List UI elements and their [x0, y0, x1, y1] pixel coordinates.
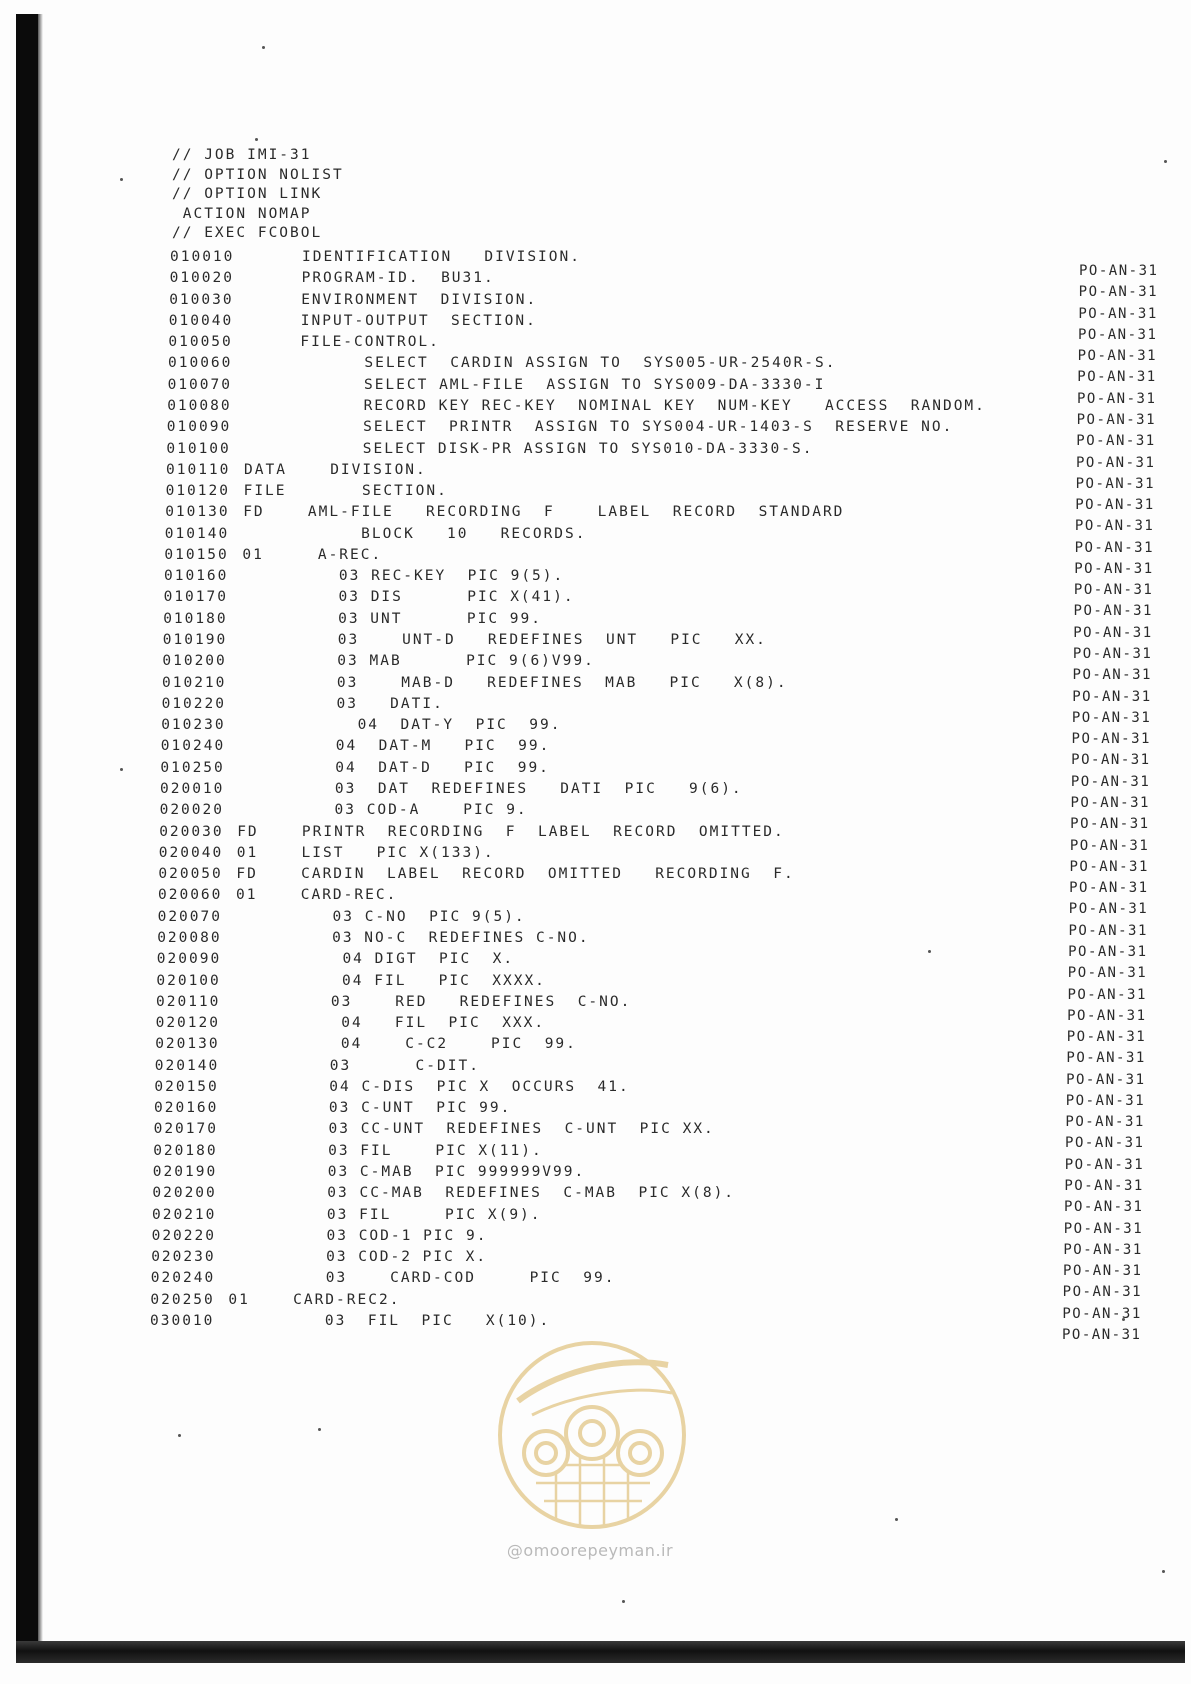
identification-tag: PO-AN-31: [1062, 1305, 1142, 1322]
statement-text: 03 DATI.: [293, 695, 444, 712]
identification-tag: PO-AN-31: [1072, 667, 1152, 684]
code-line: [169, 312, 537, 330]
area-a-label: FD: [243, 504, 265, 521]
statement-text: 03 MAB-D REDEFINES MAB PIC X(8).: [294, 674, 788, 691]
identification-tag: PO-AN-31: [1062, 1327, 1142, 1343]
statement-text: 03 COD-2 PIC X.: [283, 1249, 488, 1266]
code-line: [153, 1163, 585, 1181]
identification-tag: PO-AN-31: [1074, 518, 1155, 535]
code-line: [151, 1269, 616, 1287]
sequence-number: 010030: [169, 291, 234, 308]
sequence-number: 020020: [159, 802, 224, 819]
statement-text: A-REC.: [296, 546, 383, 563]
code-line: [159, 823, 785, 841]
sequence-number: 010060: [168, 355, 233, 372]
statement-text: PRINTR RECORDING F LABEL RECORD OMITTED.: [291, 823, 785, 840]
identification-tag: PO-AN-31: [1072, 646, 1153, 663]
identification-tag: PO-AN-31: [1067, 965, 1148, 982]
identification-tag: PO-AN-31: [1066, 1071, 1146, 1088]
statement-text: CARD-REC.: [290, 887, 398, 904]
code-line: [168, 376, 826, 394]
area-a-label: 01: [228, 1291, 250, 1308]
jcl-line: ACTION NOMAP: [172, 205, 312, 222]
sequence-number: 010120: [165, 483, 230, 500]
statement-text: 03 MAB PIC 9(6)V99.: [294, 653, 595, 670]
sequence-number: 020050: [158, 866, 223, 883]
sequence-number: 010150: [164, 546, 229, 563]
jcl-line: // OPTION NOLIST: [172, 166, 344, 183]
sequence-number: 020120: [155, 1015, 220, 1032]
statement-text: 03 C-MAB PIC 999999V99.: [284, 1164, 586, 1181]
identification-tag: PO-AN-31: [1070, 816, 1150, 833]
code-line: [158, 908, 526, 926]
code-line: [166, 461, 427, 479]
identification-tag: PO-AN-31: [1074, 560, 1154, 577]
statement-text: IDENTIFICATION DIVISION.: [302, 249, 581, 265]
statement-text: 03 DAT REDEFINES DATI PIC 9(6).: [292, 781, 743, 797]
sequence-number: 020230: [151, 1249, 216, 1266]
identification-tag: PO-AN-31: [1078, 305, 1158, 322]
sequence-number: 010190: [162, 632, 228, 649]
area-a-label: 01: [236, 887, 258, 904]
code-line: [158, 865, 794, 883]
statement-text: FILE-CONTROL.: [300, 334, 440, 351]
code-line: [156, 993, 631, 1011]
sequence-number: 010220: [161, 695, 226, 712]
statement-text: SELECT PRINTR ASSIGN TO SYS004-UR-1403-S RESERVE NO.: [298, 419, 954, 436]
sequence-number: 020060: [158, 887, 223, 904]
statement-text: 04 C-DIS PIC X OCCURS 41.: [286, 1078, 630, 1095]
area-a-label: 01: [236, 844, 259, 861]
statement-text: 04 DAT-D PIC 99.: [292, 759, 550, 776]
identification-tag: PO-AN-31: [1067, 1007, 1147, 1024]
sequence-number: 010010: [170, 249, 235, 265]
code-line: [166, 482, 448, 500]
code-line: [169, 291, 537, 309]
statement-text: 04 C-C2 PIC 99.: [287, 1036, 577, 1053]
area-a-label: FD: [236, 866, 258, 883]
statement-text: 03 C-UNT PIC 99.: [286, 1100, 512, 1117]
sequence-number: 010040: [168, 312, 234, 329]
code-line: [150, 1312, 550, 1330]
code-line: [168, 333, 440, 351]
statement-text: 04 DAT-Y PIC 99.: [293, 717, 562, 734]
code-line: [158, 886, 397, 904]
code-line: [170, 269, 495, 287]
code-line: [152, 1206, 542, 1224]
sequence-number: 010240: [160, 738, 226, 755]
sequence-number: 020220: [151, 1227, 216, 1244]
identification-tag: PO-AN-31: [1067, 986, 1147, 1003]
sequence-number: 020040: [158, 844, 224, 861]
code-line: [155, 1035, 577, 1053]
identification-tag: PO-AN-31: [1072, 688, 1152, 705]
sequence-number: 010210: [162, 674, 227, 691]
identification-tag: PO-AN-31: [1077, 369, 1157, 386]
identification-tag: PO-AN-31: [1073, 582, 1154, 599]
identification-tag: PO-AN-31: [1063, 1241, 1143, 1258]
identification-tag: PO-AN-31: [1073, 603, 1153, 620]
statement-text: 03 C-NO PIC 9(5).: [289, 908, 526, 925]
identification-tag: PO-AN-31: [1068, 901, 1149, 918]
code-line: [161, 716, 561, 734]
identification-tag: PO-AN-31: [1077, 348, 1158, 365]
sequence-number: 020190: [152, 1164, 218, 1181]
identification-tag: PO-AN-31: [1063, 1263, 1143, 1280]
code-line: [167, 418, 954, 436]
sequence-number: 010090: [166, 419, 232, 436]
statement-text: SECTION.: [297, 483, 448, 500]
statement-text: INPUT-OUTPUT SECTION.: [300, 312, 537, 329]
code-line: [151, 1248, 487, 1266]
identification-tag: PO-AN-31: [1078, 284, 1159, 301]
code-line: [155, 1057, 480, 1075]
identification-tag: PO-AN-31: [1075, 454, 1156, 471]
code-line: [160, 759, 550, 777]
code-line: [160, 801, 528, 819]
sequence-number: 010020: [169, 270, 234, 287]
area-a-label: 01: [242, 546, 264, 563]
identification-tag: PO-AN-31: [1065, 1114, 1145, 1131]
identification-tag: PO-AN-31: [1070, 795, 1150, 811]
code-line: [156, 972, 546, 990]
identification-tag: PO-AN-31: [1077, 326, 1158, 343]
code-line: [161, 737, 551, 755]
statement-text: 03 FIL PIC X(11).: [285, 1142, 543, 1159]
identification-tag: PO-AN-31: [1075, 475, 1156, 492]
identification-tag: PO-AN-31: [1071, 709, 1152, 726]
sequence-number: 020250: [150, 1291, 215, 1308]
statement-text: 03 UNT-D REDEFINES UNT PIC XX.: [294, 632, 767, 649]
statement-text: LIST PIC X(133).: [290, 844, 495, 861]
code-line: [167, 397, 986, 415]
code-line: [163, 610, 542, 628]
code-line: [154, 1099, 511, 1117]
code-line: [165, 503, 844, 521]
statement-text: SELECT CARDIN ASSIGN TO SYS005-UR-2540R-S.: [300, 355, 837, 372]
sequence-number: 010230: [161, 717, 226, 734]
sequence-number: 010050: [168, 334, 233, 351]
statement-text: 03 CC-UNT REDEFINES C-UNT PIC XX.: [285, 1121, 715, 1138]
watermark-seal-icon: [492, 1315, 692, 1535]
identification-tag: PO-AN-31: [1065, 1135, 1145, 1152]
code-line: [159, 844, 495, 862]
sequence-number: 020080: [157, 929, 222, 946]
identification-tag: PO-AN-31: [1074, 539, 1155, 556]
code-line: [152, 1227, 488, 1245]
sequence-number: 010130: [165, 504, 230, 521]
identification-tag: PO-AN-31: [1069, 837, 1150, 854]
sequence-number: 010110: [166, 461, 231, 478]
code-line: [153, 1142, 543, 1160]
code-line: [162, 695, 444, 713]
sequence-number: 020150: [154, 1078, 219, 1095]
identification-tag: PO-AN-31: [1076, 390, 1157, 407]
identification-tag: PO-AN-31: [1079, 263, 1159, 279]
identification-tag: PO-AN-31: [1064, 1178, 1144, 1195]
statement-text: BLOCK 10 RECORDS.: [296, 525, 587, 542]
statement-text: 04 DIGT PIC X.: [288, 951, 515, 968]
sequence-number: 010140: [164, 525, 230, 542]
statement-text: 04 DAT-M PIC 99.: [292, 738, 551, 755]
code-line: [164, 588, 575, 606]
sequence-number: 010170: [163, 589, 228, 606]
sequence-number: 020090: [156, 951, 222, 968]
statement-text: PROGRAM-ID. BU31.: [301, 270, 495, 287]
statement-text: 03 COD-1 PIC 9.: [283, 1227, 488, 1244]
sequence-number: 010070: [167, 376, 232, 393]
statement-text: 03 CC-MAB REDEFINES C-MAB PIC X(8).: [284, 1185, 736, 1202]
sequence-number: 010200: [162, 653, 227, 670]
sequence-number: 020130: [155, 1036, 220, 1053]
identification-tag: PO-AN-31: [1068, 922, 1148, 939]
jcl-line: // JOB IMI-31: [172, 147, 312, 163]
code-line: [154, 1120, 715, 1138]
code-line: [160, 780, 743, 798]
statement-text: SELECT DISK-PR ASSIGN TO SYS010-DA-3330-S.: [298, 440, 814, 457]
code-line: [152, 1184, 735, 1202]
statement-text: 03 REC-KEY PIC 9(5).: [296, 568, 565, 585]
sequence-number: 020030: [159, 823, 224, 840]
watermark-site-text: @omoorepeyman.ir: [506, 1541, 674, 1560]
statement-text: 03 CARD-COD PIC 99.: [282, 1270, 616, 1287]
code-line: [170, 248, 581, 266]
statement-text: DIVISION.: [298, 461, 427, 478]
sequence-number: 010180: [163, 610, 228, 627]
code-line: [163, 631, 767, 649]
sequence-number: 020200: [152, 1185, 217, 1202]
statement-text: 04 FIL PIC XXXX.: [288, 972, 546, 989]
code-line: [150, 1291, 400, 1309]
identification-tag: PO-AN-31: [1066, 1029, 1147, 1046]
sequence-number: 020210: [152, 1206, 217, 1223]
identification-tag: PO-AN-31: [1076, 433, 1156, 450]
sequence-number: 010250: [160, 759, 225, 776]
identification-tag: PO-AN-31: [1066, 1050, 1146, 1067]
code-line: [162, 652, 594, 670]
statement-text: ENVIRONMENT DIVISION.: [301, 291, 538, 308]
identification-tag: PO-AN-31: [1068, 943, 1148, 960]
area-a-label: FILE: [243, 483, 287, 500]
code-line: [157, 929, 589, 947]
sequence-number: 020180: [153, 1142, 218, 1159]
statement-text: SELECT AML-FILE ASSIGN TO SYS009-DA-3330-I: [299, 376, 826, 393]
code-line: [168, 354, 837, 372]
statement-text: CARD-REC2.: [282, 1291, 401, 1308]
statement-text: 04 FIL PIC XXX.: [287, 1015, 546, 1032]
sequence-number: 020140: [154, 1057, 220, 1074]
sequence-number: 020240: [150, 1270, 216, 1287]
identification-tag: PO-AN-31: [1065, 1092, 1146, 1109]
code-line: [154, 1078, 629, 1096]
sequence-number: 020010: [160, 781, 225, 797]
sequence-number: 020100: [156, 972, 221, 989]
identification-tag: PO-AN-31: [1063, 1220, 1144, 1237]
code-line: [164, 567, 564, 585]
identification-tag: PO-AN-31: [1069, 880, 1149, 897]
area-a-label: DATA: [244, 461, 287, 478]
code-line: [156, 1014, 546, 1032]
area-a-label: FD: [237, 823, 259, 840]
sequence-number: 030010: [150, 1313, 215, 1329]
code-line: [157, 950, 514, 968]
code-line: [165, 525, 587, 543]
statement-text: 03 FIL PIC X(10).: [282, 1313, 551, 1329]
identification-tag: PO-AN-31: [1076, 411, 1157, 428]
code-line: [162, 674, 788, 692]
identification-tag: PO-AN-31: [1073, 624, 1153, 641]
sequence-number: 020160: [154, 1100, 219, 1117]
statement-text: CARDIN LABEL RECORD OMITTED RECORDING F.: [290, 866, 795, 883]
jcl-line: // OPTION LINK: [172, 186, 323, 203]
identification-tag: PO-AN-31: [1064, 1156, 1145, 1173]
statement-text: 03 RED REDEFINES C-NO.: [288, 993, 632, 1010]
identification-tag: PO-AN-31: [1062, 1284, 1143, 1301]
sequence-number: 020070: [157, 908, 222, 925]
identification-tag: PO-AN-31: [1071, 752, 1151, 769]
identification-tag: PO-AN-31: [1069, 858, 1149, 875]
identification-tag: PO-AN-31: [1070, 773, 1151, 790]
statement-text: 03 FIL PIC X(9).: [284, 1206, 542, 1223]
statement-text: 03 COD-A PIC 9.: [291, 802, 528, 819]
statement-text: RECORD KEY REC-KEY NOMINAL KEY NUM-KEY ACCESS RANDOM.: [299, 397, 986, 414]
sequence-number: 020170: [153, 1121, 218, 1138]
sequence-number: 010160: [164, 568, 229, 585]
jcl-line: // EXEC FCOBOL: [172, 225, 323, 242]
identification-tag: PO-AN-31: [1064, 1199, 1144, 1216]
identification-tag: PO-AN-31: [1075, 497, 1155, 514]
code-line: [166, 440, 813, 458]
statement-text: 03 NO-C REDEFINES C-NO.: [289, 929, 590, 946]
sequence-number: 020110: [156, 993, 221, 1010]
statement-text: 03 DIS PIC X(41).: [295, 589, 575, 606]
statement-text: 03 C-DIT.: [286, 1057, 480, 1074]
statement-text: 03 UNT PIC 99.: [295, 610, 542, 627]
sequence-number: 010100: [166, 440, 231, 457]
sequence-number: 010080: [167, 397, 232, 414]
statement-text: AML-FILE RECORDING F LABEL RECORD STANDARD: [297, 504, 845, 521]
code-line: [164, 546, 382, 564]
identification-tag: PO-AN-31: [1071, 731, 1151, 748]
